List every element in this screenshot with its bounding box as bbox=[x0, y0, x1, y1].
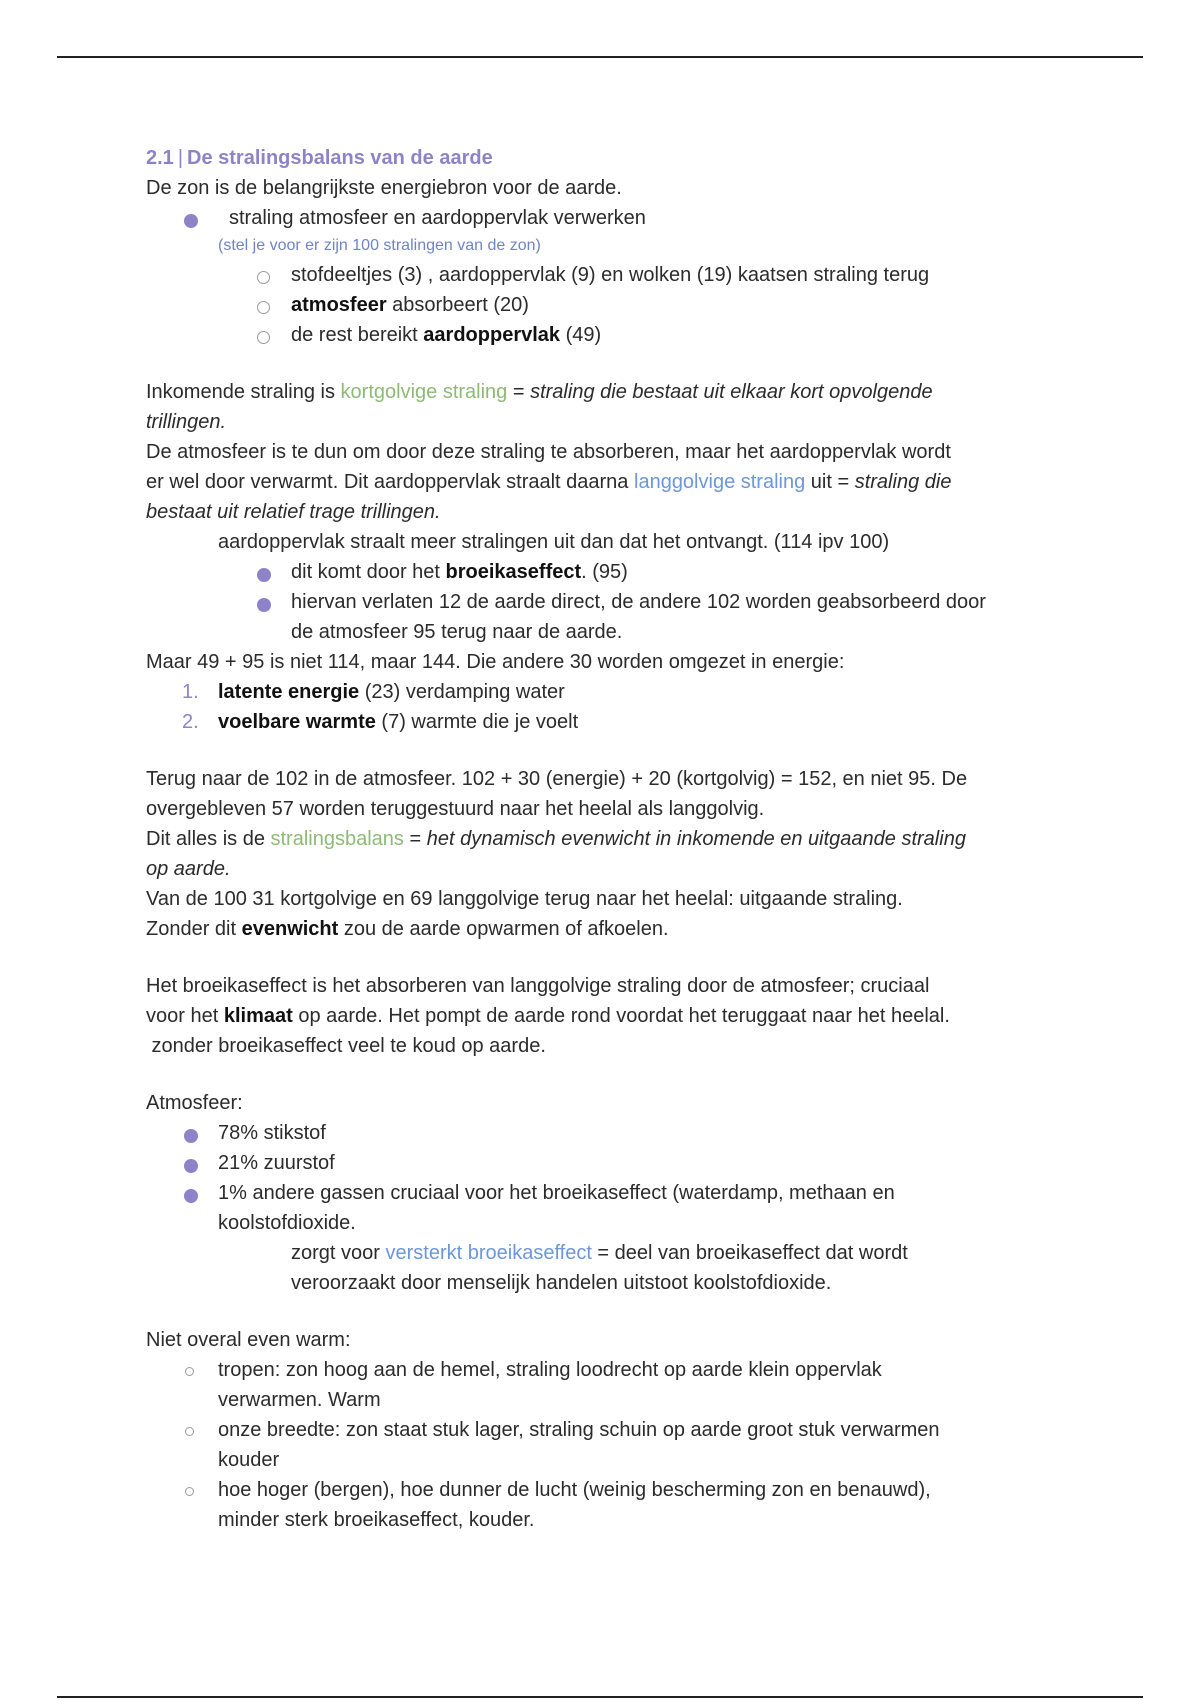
paragraph-line bbox=[146, 854, 1076, 884]
bullet-dot-icon bbox=[257, 598, 271, 612]
spacer bbox=[146, 1061, 1076, 1088]
bold-term: evenwicht bbox=[241, 918, 339, 940]
list-number: 2. bbox=[182, 711, 199, 733]
sub-bullet-text: absorbeert (20) bbox=[386, 294, 529, 316]
title-separator: | bbox=[177, 147, 184, 169]
text-run: = deel van broeikaseffect dat wordt bbox=[591, 1242, 908, 1264]
section-title bbox=[146, 143, 1076, 173]
bullet-item bbox=[146, 1148, 1076, 1178]
highlight-term: kortgolvige straling bbox=[340, 381, 508, 403]
text-run: = bbox=[403, 828, 427, 850]
numbered-item bbox=[146, 677, 1076, 707]
highlight-term: langgolvige straling bbox=[634, 471, 806, 493]
paragraph-line: Het broeikaseffect is het absorberen van langgolvige straling door de atmosfeer; cruciaal bbox=[146, 975, 930, 997]
bullet-text: hoe hoger (bergen), hoe dunner de lucht (weinig bescherming zon en benauwd), bbox=[218, 1479, 931, 1501]
bullet-text: tropen: zon hoog aan de hemel, straling loodrecht op aarde klein oppervlak bbox=[218, 1359, 882, 1381]
hollow-bullet-icon bbox=[257, 331, 270, 344]
definition-text: straling die bestaat uit elkaar kort opvolgende bbox=[530, 381, 933, 403]
text-run: voor het bbox=[146, 1005, 224, 1027]
paragraph-line: zonder broeikaseffect veel te koud op aarde. bbox=[146, 1035, 546, 1057]
section-title-text: De stralingsbalans van de aarde bbox=[187, 147, 493, 169]
bullet-text: 21% zuurstof bbox=[218, 1152, 335, 1174]
sub-bullet-item bbox=[146, 260, 1076, 290]
spacer bbox=[146, 350, 1076, 377]
bold-term: aardoppervlak bbox=[423, 324, 561, 346]
bullet-dot-icon bbox=[184, 1189, 198, 1203]
definition-text: het dynamisch evenwicht in inkomende en uitgaande straling bbox=[426, 828, 966, 850]
bullet-item bbox=[146, 1178, 1076, 1208]
bold-term: latente energie bbox=[218, 681, 360, 703]
hint-note: (stel je voor er zijn 100 stralingen van de zon) bbox=[218, 237, 541, 254]
sub-bullet-text: de rest bereikt bbox=[291, 324, 424, 346]
paragraph-line bbox=[146, 914, 1076, 944]
top-rule bbox=[57, 56, 1143, 58]
hollow-bullet-icon bbox=[185, 1367, 194, 1376]
bullet-text: 78% stikstof bbox=[218, 1122, 326, 1144]
bold-term: broeikaseffect bbox=[445, 561, 582, 583]
hollow-bullet-icon bbox=[257, 301, 270, 314]
bullet-item bbox=[146, 1355, 1076, 1385]
paragraph-line bbox=[146, 1001, 1076, 1031]
paragraph-line bbox=[146, 467, 1076, 497]
bullet-text: onze breedte: zon staat stuk lager, straling schuin op aarde groot stuk verwarmen bbox=[218, 1419, 940, 1441]
text-run: = bbox=[507, 381, 531, 403]
paragraph-line: Maar 49 + 95 is niet 114, maar 144. Die andere 30 worden omgezet in energie: bbox=[146, 651, 845, 673]
spacer bbox=[146, 1298, 1076, 1325]
numbered-item bbox=[146, 707, 1076, 737]
hollow-bullet-icon bbox=[185, 1487, 194, 1496]
bullet-item bbox=[146, 1118, 1076, 1148]
paragraph-line bbox=[146, 377, 1076, 407]
paragraph-line bbox=[146, 407, 1076, 437]
paragraph-line bbox=[146, 497, 1076, 527]
bullet-dot-icon bbox=[184, 1159, 198, 1173]
paragraph-line: Terug naar de 102 in de atmosfeer. 102 + 30 (energie) + 20 (kortgolvig) = 152, en niet 95. De bbox=[146, 768, 968, 790]
bullet-continuation: kouder bbox=[218, 1449, 280, 1471]
indented-line: aardoppervlak straalt meer stralingen uit dan dat het ontvangt. (114 ipv 100) bbox=[218, 531, 890, 553]
definition-text: straling die bbox=[854, 471, 952, 493]
bullet-item bbox=[146, 1415, 1076, 1445]
bullet-continuation: verwarmen. Warm bbox=[218, 1389, 381, 1411]
definition-text: trillingen. bbox=[146, 411, 227, 433]
bullet-continuation: de atmosfeer 95 terug naar de aarde. bbox=[291, 621, 623, 643]
paragraph-line: De atmosfeer is te dun om door deze straling te absorberen, maar het aardoppervlak wordt bbox=[146, 441, 951, 463]
paragraph-line: overgebleven 57 worden teruggestuurd naar het heelal als langgolvig. bbox=[146, 798, 765, 820]
bullet-text: hiervan verlaten 12 de aarde direct, de andere 102 worden geabsorbeerd door bbox=[291, 591, 986, 613]
text-run: dit komt door het bbox=[291, 561, 446, 583]
indented-line bbox=[146, 1238, 1076, 1268]
paragraph-line bbox=[146, 824, 1076, 854]
sub-bullet-item bbox=[146, 290, 1076, 320]
hollow-bullet-icon bbox=[185, 1427, 194, 1436]
bullet-item bbox=[146, 587, 1076, 617]
highlight-term: versterkt broeikaseffect bbox=[385, 1242, 592, 1264]
definition-text: bestaat uit relatief trage trillingen. bbox=[146, 501, 441, 523]
bullet-dot-icon bbox=[184, 214, 198, 228]
definition-text: op aarde. bbox=[146, 858, 231, 880]
text-run: . (95) bbox=[581, 561, 628, 583]
bullet-continuation: koolstofdioxide. bbox=[218, 1212, 356, 1234]
bold-term: atmosfeer bbox=[291, 294, 387, 316]
text-run: zou de aarde opwarmen of afkoelen. bbox=[338, 918, 669, 940]
bullet-dot-icon bbox=[257, 568, 271, 582]
bullet-text: 1% andere gassen cruciaal voor het broeikaseffect (waterdamp, methaan en bbox=[218, 1182, 895, 1204]
bold-term: voelbare warmte bbox=[218, 711, 376, 733]
text-run: uit = bbox=[805, 471, 855, 493]
document-body bbox=[146, 143, 1076, 1535]
paragraph: De zon is de belangrijkste energiebron voor de aarde. bbox=[146, 177, 622, 199]
bullet-dot-icon bbox=[184, 1129, 198, 1143]
list-heading: Niet overal even warm: bbox=[146, 1329, 351, 1351]
section-number: 2.1 bbox=[146, 147, 174, 169]
bold-term: klimaat bbox=[223, 1005, 293, 1027]
sub-bullet-item bbox=[146, 320, 1076, 350]
text-run: Zonder dit bbox=[146, 918, 242, 940]
text-run: (7) warmte die je voelt bbox=[375, 711, 579, 733]
indented-line: veroorzaakt door menselijk handelen uitstoot koolstofdioxide. bbox=[291, 1272, 832, 1294]
text-run: (23) verdamping water bbox=[359, 681, 565, 703]
sub-bullet-text: (49) bbox=[560, 324, 602, 346]
bullet-item bbox=[146, 203, 1076, 233]
bullet-text: straling atmosfeer en aardoppervlak verwerken bbox=[229, 207, 646, 229]
spacer bbox=[146, 737, 1076, 764]
hollow-bullet-icon bbox=[257, 271, 270, 284]
text-run: op aarde. Het pompt de aarde rond voordat het teruggaat naar het heelal. bbox=[292, 1005, 950, 1027]
list-heading: Atmosfeer: bbox=[146, 1092, 243, 1114]
bottom-rule bbox=[57, 1696, 1143, 1698]
text-run: zorgt voor bbox=[291, 1242, 386, 1264]
text-run: er wel door verwarmt. Dit aardoppervlak straalt daarna bbox=[146, 471, 634, 493]
spacer bbox=[146, 944, 1076, 971]
text-run: Inkomende straling is bbox=[146, 381, 341, 403]
bullet-continuation: minder sterk broeikaseffect, kouder. bbox=[218, 1509, 535, 1531]
bullet-item bbox=[146, 557, 1076, 587]
sub-bullet-text: stofdeeltjes (3) , aardoppervlak (9) en wolken (19) kaatsen straling terug bbox=[291, 264, 930, 286]
text-run: Dit alles is de bbox=[146, 828, 271, 850]
highlight-term: stralingsbalans bbox=[270, 828, 404, 850]
bullet-item bbox=[146, 1475, 1076, 1505]
list-number: 1. bbox=[182, 681, 199, 703]
paragraph-line: Van de 100 31 kortgolvige en 69 langgolvige terug naar het heelal: uitgaande straling. bbox=[146, 888, 903, 910]
